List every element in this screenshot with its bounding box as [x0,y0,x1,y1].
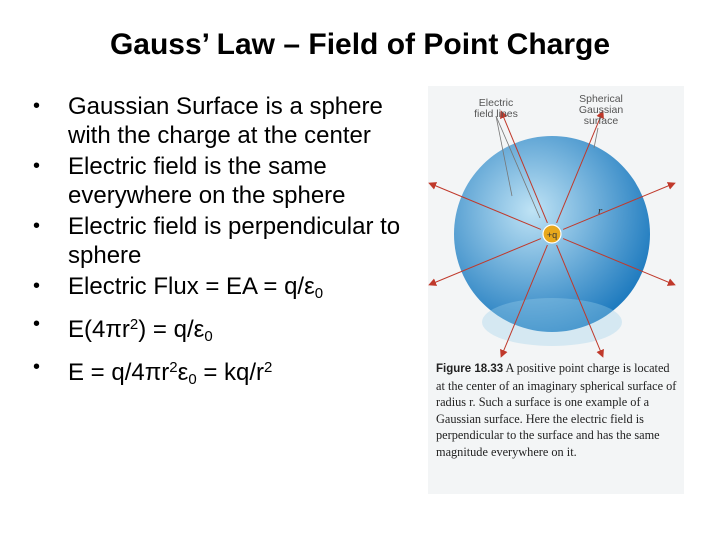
bullet-text: Electric field is perpendicular to sphere [68,213,401,269]
bullet-dot: • [33,215,41,237]
caption-figure-label: Figure 18.33 [436,363,504,375]
bullet-dot: • [33,356,41,378]
bullet-text: Electric Flux = EA = q/ε [68,273,315,300]
gaussian-surface-label: Spherical Gaussian surface [578,93,624,127]
charge-label: +q [546,230,558,240]
slide-title: Gauss’ Law – Field of Point Charge [109,28,611,61]
bullet-item [28,310,408,351]
field-lines-label: Electric field lines [474,97,518,120]
superscript: 2 [264,359,273,376]
radius-label: r [598,205,603,217]
bullet-text: ε [177,359,189,386]
bullet-item [28,212,408,270]
bullet-text: Gaussian Surface is a sphere with the charge at the center [68,93,383,149]
superscript: 2 [169,359,178,376]
bullet-item [28,152,408,210]
bullet-text: E(4πr [68,316,130,343]
subscript: 0 [204,328,213,345]
bullet-text: ) = q/ε [138,316,205,343]
sphere-reflection [482,298,622,346]
figure-caption [436,360,680,460]
subscript: 0 [188,371,197,388]
bullet-dot: • [33,313,41,335]
bullet-dot: • [33,275,41,297]
caption-text: A positive point charge is located at the center of an imaginary spherical surface of radius r. Such a surface is one example of a Gaussian surface. Here the electric field is perpendicular to the surface and has the same magnitude everywhere on it. [436,361,677,459]
bullet-text: = kq/r [196,359,265,386]
bullet-item [28,92,408,150]
bullet-text: E = q/4πr [68,359,170,386]
bullet-item [28,272,408,308]
bullet-text: Electric field is the same everywhere on the sphere [68,153,346,209]
bullet-item [28,353,408,394]
subscript: 0 [314,285,324,302]
bullet-dot: • [33,95,41,117]
bullet-dot: • [33,155,41,177]
superscript: 2 [129,316,139,333]
bullet-list [28,92,408,396]
